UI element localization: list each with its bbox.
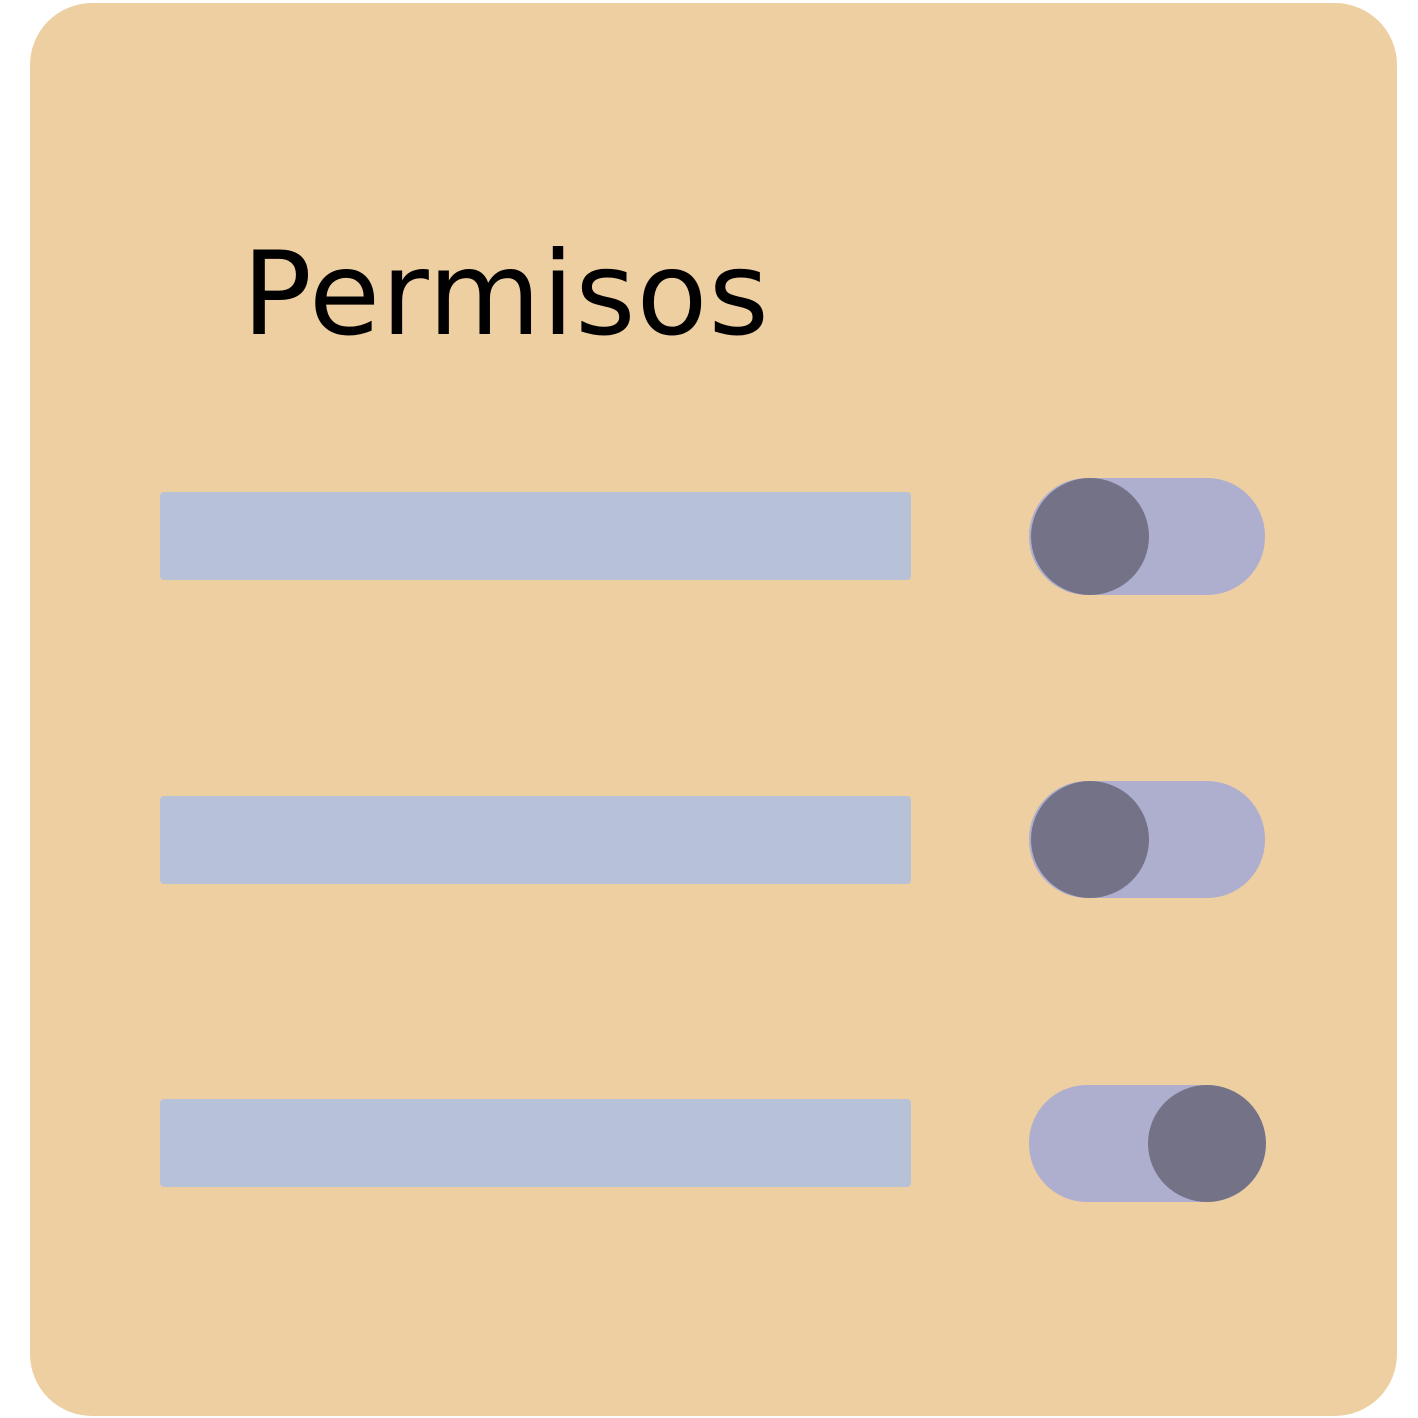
permission-toggle-1[interactable]	[1029, 478, 1265, 595]
permission-label-placeholder-2	[160, 796, 911, 884]
permission-toggle-3[interactable]	[1029, 1085, 1265, 1202]
toggle-knob	[1148, 1085, 1266, 1202]
permission-label-placeholder-3	[160, 1099, 911, 1187]
toggle-knob	[1031, 478, 1149, 595]
permission-toggle-2[interactable]	[1029, 781, 1265, 898]
permission-label-placeholder-1	[160, 492, 911, 580]
permissions-card	[30, 3, 1397, 1416]
toggle-knob	[1031, 781, 1149, 898]
page-title: Permisos	[242, 227, 770, 362]
